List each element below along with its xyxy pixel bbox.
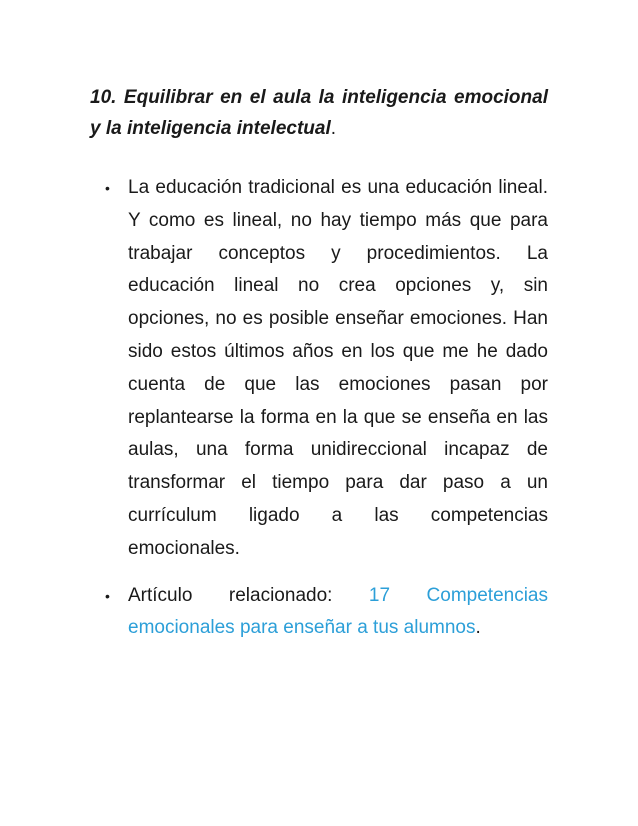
heading-period: . [330,118,337,139]
section-heading [90,82,548,144]
heading-text: 10. Equilibrar en el aula la inteligencia emocional y la inteligencia intelectual [90,87,548,139]
bullet-list [90,172,548,645]
related-article-link-number[interactable]: 17 [368,584,391,606]
bullet-icon: • [105,180,110,196]
related-article-link-word[interactable]: Competencias [426,584,548,606]
related-article-line-2 [128,612,548,645]
related-article-period: . [475,617,481,639]
related-article-link-rest[interactable]: emocionales para enseñar a tus alumnos [128,617,476,639]
list-item-education [90,172,548,566]
bullet-icon: • [105,587,110,604]
related-label-word2: relacionado: [228,584,333,606]
list-item-related-article [90,580,548,646]
list-item-text: La educación tradicional es una educación lineal. Y como es lineal, no hay tiempo más que para trabajar conceptos y procedimientos. La educación lineal no crea opciones y, sin opciones, no es posible enseñar emociones. Han sido estos últimos años en los que me he dado cuenta de que las emociones pasan por replantearse la forma en la que se enseña en las aulas, una forma unidireccional incapaz de transformar el tiempo para dar paso a un currículum ligado a las competencias emocionales. [128,177,548,559]
related-article-line [128,580,548,613]
related-label-word1: Artículo [128,584,193,606]
